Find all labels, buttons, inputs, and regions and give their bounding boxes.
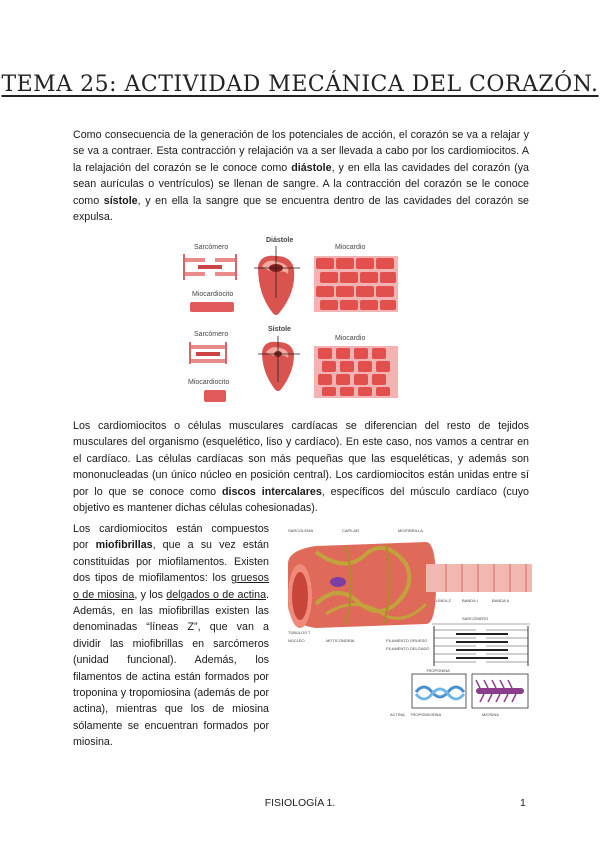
term-sistole: sístole: [103, 194, 138, 207]
intro-text-1: Como consecuencia de la generación de los potenciales de acción, el corazón se va a relajar y se va a contraer. Esta contracción y relajación va a ser llevada a cabo por los cardiomiocitos. A la relajación del corazón se le conoce como: [73, 129, 529, 174]
label-miocardio-bottom: Miocardio: [335, 335, 366, 342]
fig2-label-6: MITOCONDRIA: [326, 638, 355, 643]
label-sarcomero-bottom: Sarcómero: [194, 331, 229, 338]
sarcomere-filament-diagram: [432, 624, 530, 666]
term-delgados: delgados o de actina: [166, 588, 267, 601]
diastole-systole-figure: [180, 232, 400, 410]
sarcomere-relaxed-icon: [184, 254, 236, 280]
fig2-label-12: FILAMENTO DELGADO: [386, 646, 430, 651]
label-sarcomero-top: Sarcómero: [194, 244, 229, 251]
fig2-label-4: TÚBULOS T: [288, 630, 311, 635]
label-miocardio-top: Miocardio: [335, 244, 366, 251]
fig2-label-10: SARCÓMERO: [462, 616, 489, 621]
intro-text-2: , y en ella las cavidades del corazón (ya sean aurículas o ventrículos) se llenan de sangre. A la contracción del corazón se le conoce como: [73, 161, 529, 207]
myo-text-3: , y los: [134, 588, 167, 601]
heart-systole-icon: [258, 336, 300, 391]
fig2-label-5: NÚCLEO: [288, 638, 305, 643]
myocardium-relaxed-grid: [314, 256, 398, 312]
fig2-label-3: MIOFIBRILLA: [398, 528, 423, 533]
myo-text-1: Los cardiomiocitos están compuestos por: [73, 523, 269, 552]
term-miofibrillas: miofibrillas: [95, 539, 153, 552]
fig2-label-9: BANDA A: [492, 598, 510, 603]
myo-text-2: , que a su vez están constituidas por miofilamentos. Existen dos tipos de miofilamentos: los: [73, 539, 270, 585]
page-title: TEMA 25: ACTIVIDAD MECÁNICA DEL CORAZÓN.: [1, 72, 599, 97]
label-miocardiocito-bottom: Miocardiocito: [188, 379, 230, 386]
term-discos-intercalares: discos intercalares: [222, 485, 322, 498]
muscle-structure-figure: [286, 524, 532, 720]
thick-filament-zoom: [472, 674, 528, 708]
paragraph-cardiomyocytes: [73, 418, 529, 516]
fig2-label-15: TROPOMIOSINA: [410, 712, 442, 717]
thin-filament-zoom: [412, 674, 466, 708]
term-diastole: diástole: [291, 161, 332, 174]
paragraph-intro: [73, 127, 529, 225]
fig2-label-8: BANDA I: [462, 598, 478, 603]
fig2-label-16: MIOSINA: [482, 712, 499, 717]
footer-page-number: 1: [520, 797, 526, 809]
cardio-text-2: , específicos del músculo cardíaco (cuyo objetivo es mantener dichas células cohesionadas).: [73, 485, 530, 515]
intro-text-3: , y en ella la sangre que se encuentra dentro de las cavidades del corazón se expulsa.: [73, 194, 529, 224]
muscle-fiber-illustration: [288, 542, 532, 628]
term-gruesos: gruesos o de miosina: [73, 572, 269, 601]
cardio-text-1: Los cardiomiocitos o células musculares cardíacas se diferencian del resto de tejidos musculares del organismo (esquelético, liso y cardíaco). En este caso, nos vamos a centrar en el cardíaco. Las células cardíacas son más pequeñas que las esqueléticas, y además son mononucleadas (un único núcleo en posición central). Los cardiomiocitos están unidas entre sí por lo que se conoce como: [73, 420, 529, 498]
cardiomyocyte-relaxed-icon: [190, 302, 234, 312]
sarcomere-contracted-icon: [190, 342, 226, 364]
label-miocardiocito-top: Miocardiocito: [192, 291, 234, 298]
fig2-label-11: FILAMENTO GRUESO: [386, 638, 428, 643]
myo-text-4: . Además, en las miofibrillas existen las denominadas “líneas Z”, que van a dividir las miofibrillas en sarcómeros (unidad funcional). Además, los filamentos de actina están formados por troponina y tropomiosina (además de por actina), mientras que los de miosina sólamente se encuentran formados por miosina.: [73, 588, 269, 749]
paragraph-myofibrils: [73, 521, 269, 751]
label-diastole: Diástole: [266, 237, 294, 244]
fig2-label-7: LÍNEA Z: [436, 598, 451, 603]
myocardium-contracted-grid: [314, 346, 398, 398]
fig2-label-1: SARCOLEMA: [288, 528, 314, 533]
heart-diastole-icon: [254, 246, 300, 315]
fig2-label-14: ACTINA: [390, 712, 405, 717]
footer-subject: FISIOLOGÍA 1.: [264, 797, 336, 809]
label-sistole: Sístole: [268, 326, 291, 333]
cardiomyocyte-contracted-icon: [204, 390, 226, 402]
fig2-label-13: TROPONINA: [426, 668, 450, 673]
fig2-label-2: CAPILAR: [342, 528, 360, 533]
